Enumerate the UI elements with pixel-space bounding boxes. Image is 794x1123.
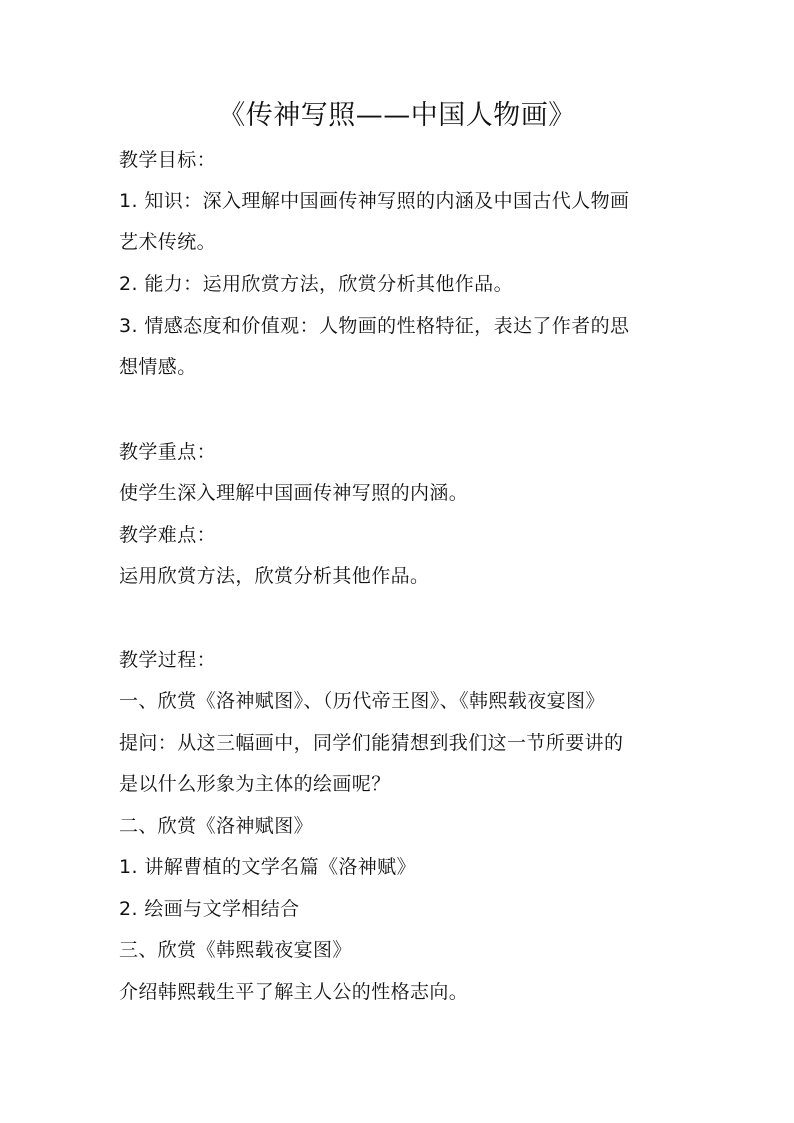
section-heading-objectives: 教学目标： (119, 149, 217, 171)
process-step-two-item-1: 1. 讲解曹植的文学名篇《洛神赋》 (119, 856, 416, 878)
objective-attitude-continued: 想情感。 (119, 356, 197, 378)
process-step-one: 一、欣赏《洛神赋图》、（历代帝王图》、《韩熙载夜宴图》 (119, 690, 605, 712)
objective-knowledge-continued: 艺术传统。 (119, 231, 217, 253)
objective-ability: 2. 能力：运用欣赏方法，欣赏分析其他作品。 (119, 273, 513, 295)
section-heading-process: 教学过程： (119, 649, 217, 671)
process-step-two-item-2: 2. 绘画与文学相结合 (119, 898, 300, 920)
key-point-text: 使学生深入理解中国画传神写照的内涵。 (119, 482, 469, 504)
process-step-three-text: 介绍韩熙载生平了解主人公的性格志向。 (119, 981, 469, 1003)
section-heading-difficulty: 教学难点： (119, 524, 217, 546)
process-step-two: 二、欣赏《洛神赋图》 (119, 815, 314, 837)
difficulty-text: 运用欣赏方法，欣赏分析其他作品。 (119, 565, 430, 587)
objective-attitude: 3. 情感态度和价值观：人物画的性格特征，表达了作者的思 (119, 315, 630, 337)
document-title: 《传神写照——中国人物画》 (218, 100, 576, 131)
process-step-three: 三、欣赏《韩熙载夜宴图》 (119, 939, 352, 961)
objective-knowledge: 1. 知识：深入理解中国画传神写照的内涵及中国古代人物画 (119, 190, 630, 212)
process-question: 提问：从这三幅画中，同学们能猜想到我们这一节所要讲的 (119, 732, 624, 754)
section-heading-key-point: 教学重点： (119, 441, 217, 463)
process-question-continued: 是以什么形象为主体的绘画呢？ (119, 773, 391, 795)
